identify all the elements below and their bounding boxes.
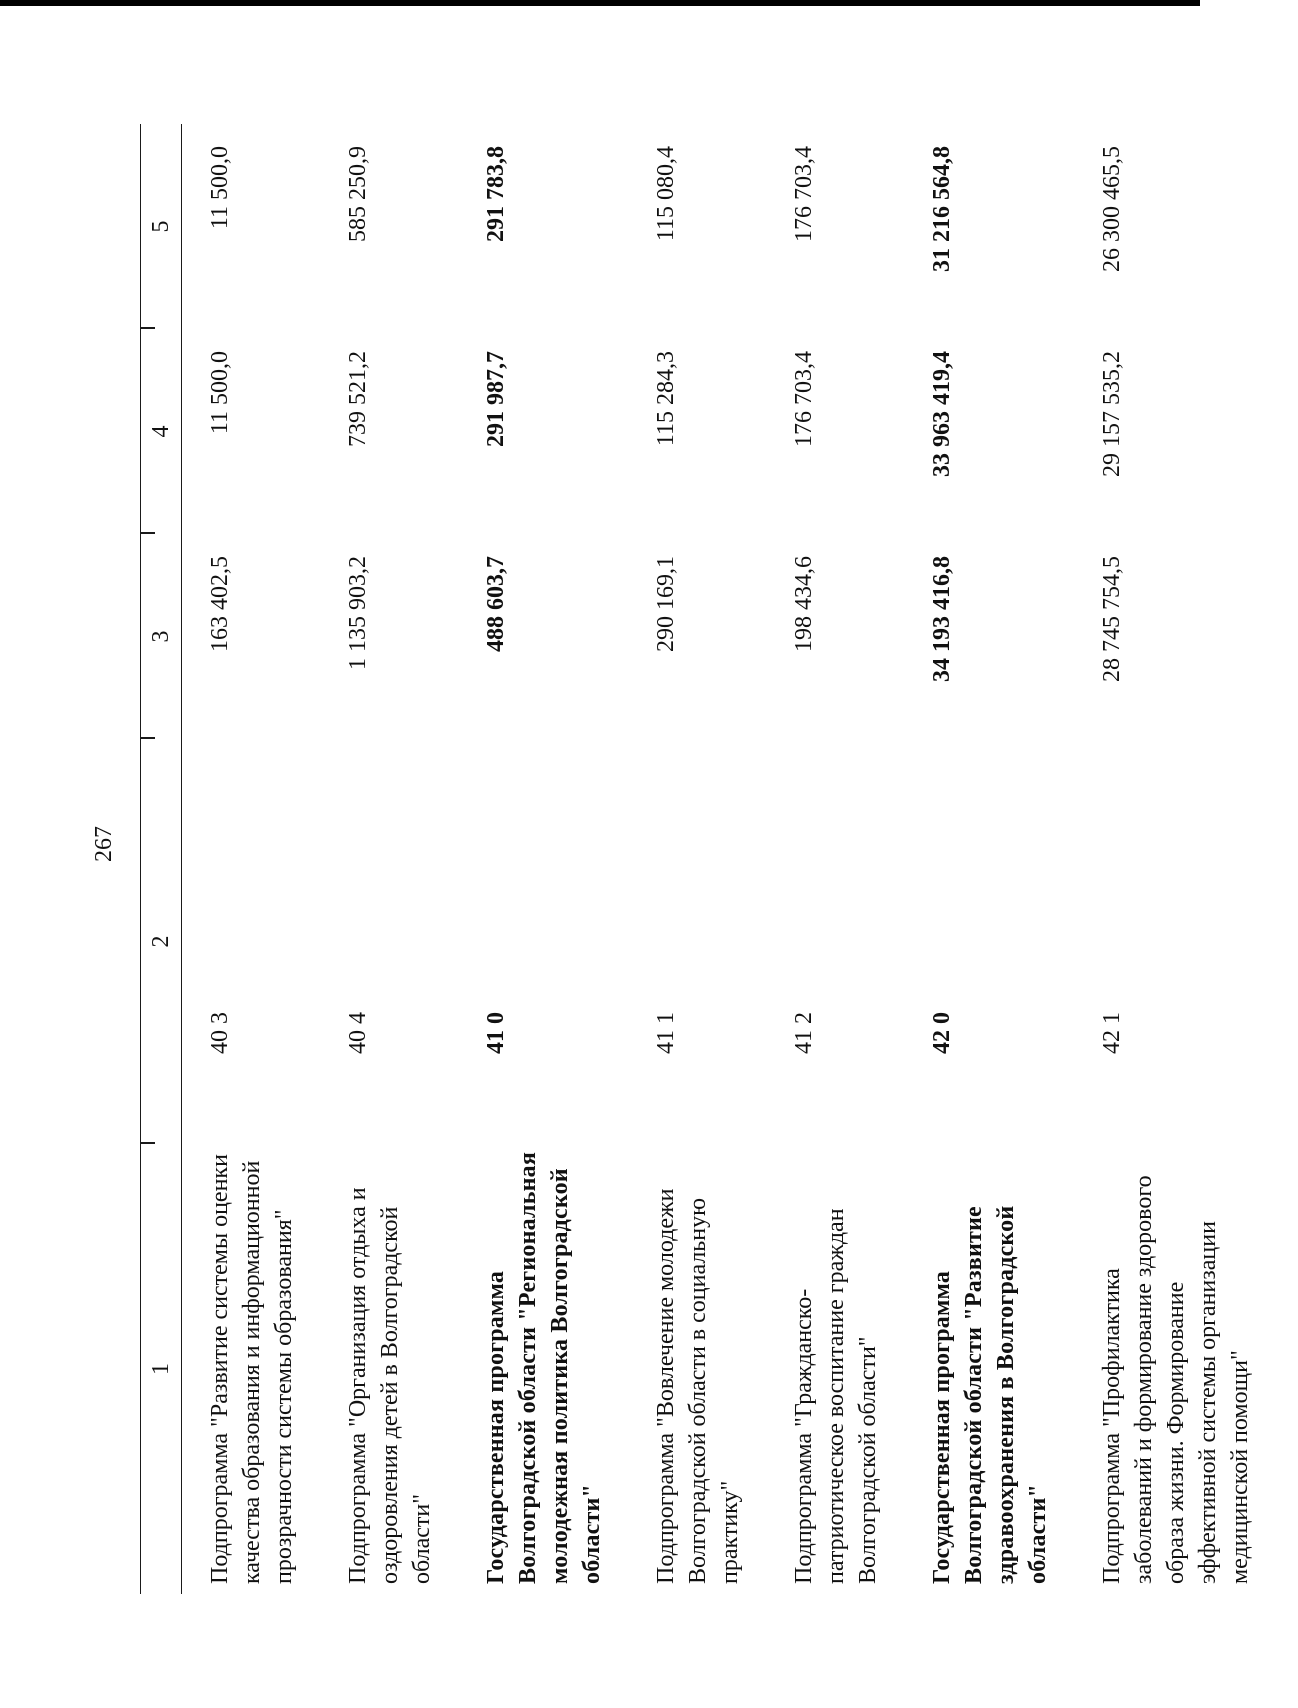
program-name-cell: Государственная программа Волгоградской области "Развитие здравоохранения в Волгоградской области" (929, 1205, 1051, 1584)
program-name-cell: Государственная программа Волгоградской области "Региональная молодежная политика Волгоградской области" (483, 1151, 605, 1584)
program-name-cell: Подпрограмма "Организация отдыха и оздоровления детей в Волгоградской области" (345, 1187, 435, 1584)
column-header: 3 (141, 534, 182, 739)
budget-table (140, 124, 1298, 1594)
value-col4-cell: 291 987,7 (483, 351, 509, 447)
column-header: 2 (141, 739, 182, 1144)
program-code-cell: 42 1 (1099, 1012, 1125, 1054)
value-col4-cell: 11 500,0 (207, 351, 233, 435)
program-code-cell: 40 4 (345, 1012, 371, 1054)
value-col3-cell: 28 745 754,5 (1099, 556, 1125, 682)
column-header: 5 (141, 124, 182, 329)
table-row-program-total (480, 124, 650, 1594)
program-name-cell: Подпрограмма "Развитие системы оценки качества образования и информационной прозрачности системы образования" (207, 1154, 297, 1584)
program-code-cell: 42 0 (929, 1012, 955, 1054)
program-name-cell: Подпрограмма "Гражданско-патриотическое воспитание граждан Волгоградской области" (791, 1208, 881, 1584)
table-row (182, 124, 343, 1594)
value-col5-cell: 585 250,9 (345, 146, 371, 242)
program-name-cell: Подпрограмма "Профилактика заболеваний и формирование здорового образа жизни. Формирование эффективной системы организации медицинской помощи" (1099, 1175, 1253, 1584)
page-number: 267 (91, 826, 117, 862)
value-col4-cell: 176 703,4 (791, 351, 817, 447)
table-row-program-total (926, 124, 1096, 1594)
value-col4-cell: 33 963 419,4 (929, 351, 955, 477)
value-col5-cell: 115 080,4 (653, 146, 679, 242)
value-col3-cell: 34 193 416,8 (929, 556, 955, 682)
table-row (1096, 124, 1298, 1594)
program-code-cell: 41 0 (483, 1012, 509, 1054)
table-header-row (141, 124, 182, 1594)
program-name-cell: Подпрограмма "Вовлечение молодежи Волгоградской области в социальную практику" (653, 1188, 743, 1584)
program-code-cell: 41 2 (791, 1012, 817, 1054)
column-header: 4 (141, 329, 182, 534)
value-col5-cell: 11 500,0 (207, 146, 233, 230)
value-col3-cell: 163 402,5 (207, 556, 233, 652)
value-col4-cell: 29 157 535,2 (1099, 351, 1125, 477)
value-col5-cell: 26 300 465,5 (1099, 146, 1125, 272)
value-col5-cell: 176 703,4 (791, 146, 817, 242)
value-col5-cell: 31 216 564,8 (929, 146, 955, 272)
program-code-cell: 41 1 (653, 1012, 679, 1054)
value-col4-cell: 115 284,3 (653, 351, 679, 447)
value-col3-cell: 488 603,7 (483, 556, 509, 652)
value-col3-cell: 290 169,1 (653, 556, 679, 652)
value-col5-cell: 291 783,8 (483, 146, 509, 242)
column-header: 1 (141, 1144, 182, 1594)
value-col4-cell: 739 521,2 (345, 351, 371, 447)
rotated-table-area (140, 124, 1253, 1594)
table-row (788, 124, 926, 1594)
value-col3-cell: 198 434,6 (791, 556, 817, 652)
table-row (650, 124, 788, 1594)
table-row (342, 124, 480, 1594)
program-code-cell: 40 3 (207, 1012, 233, 1054)
value-col3-cell: 1 135 903,2 (345, 556, 371, 670)
